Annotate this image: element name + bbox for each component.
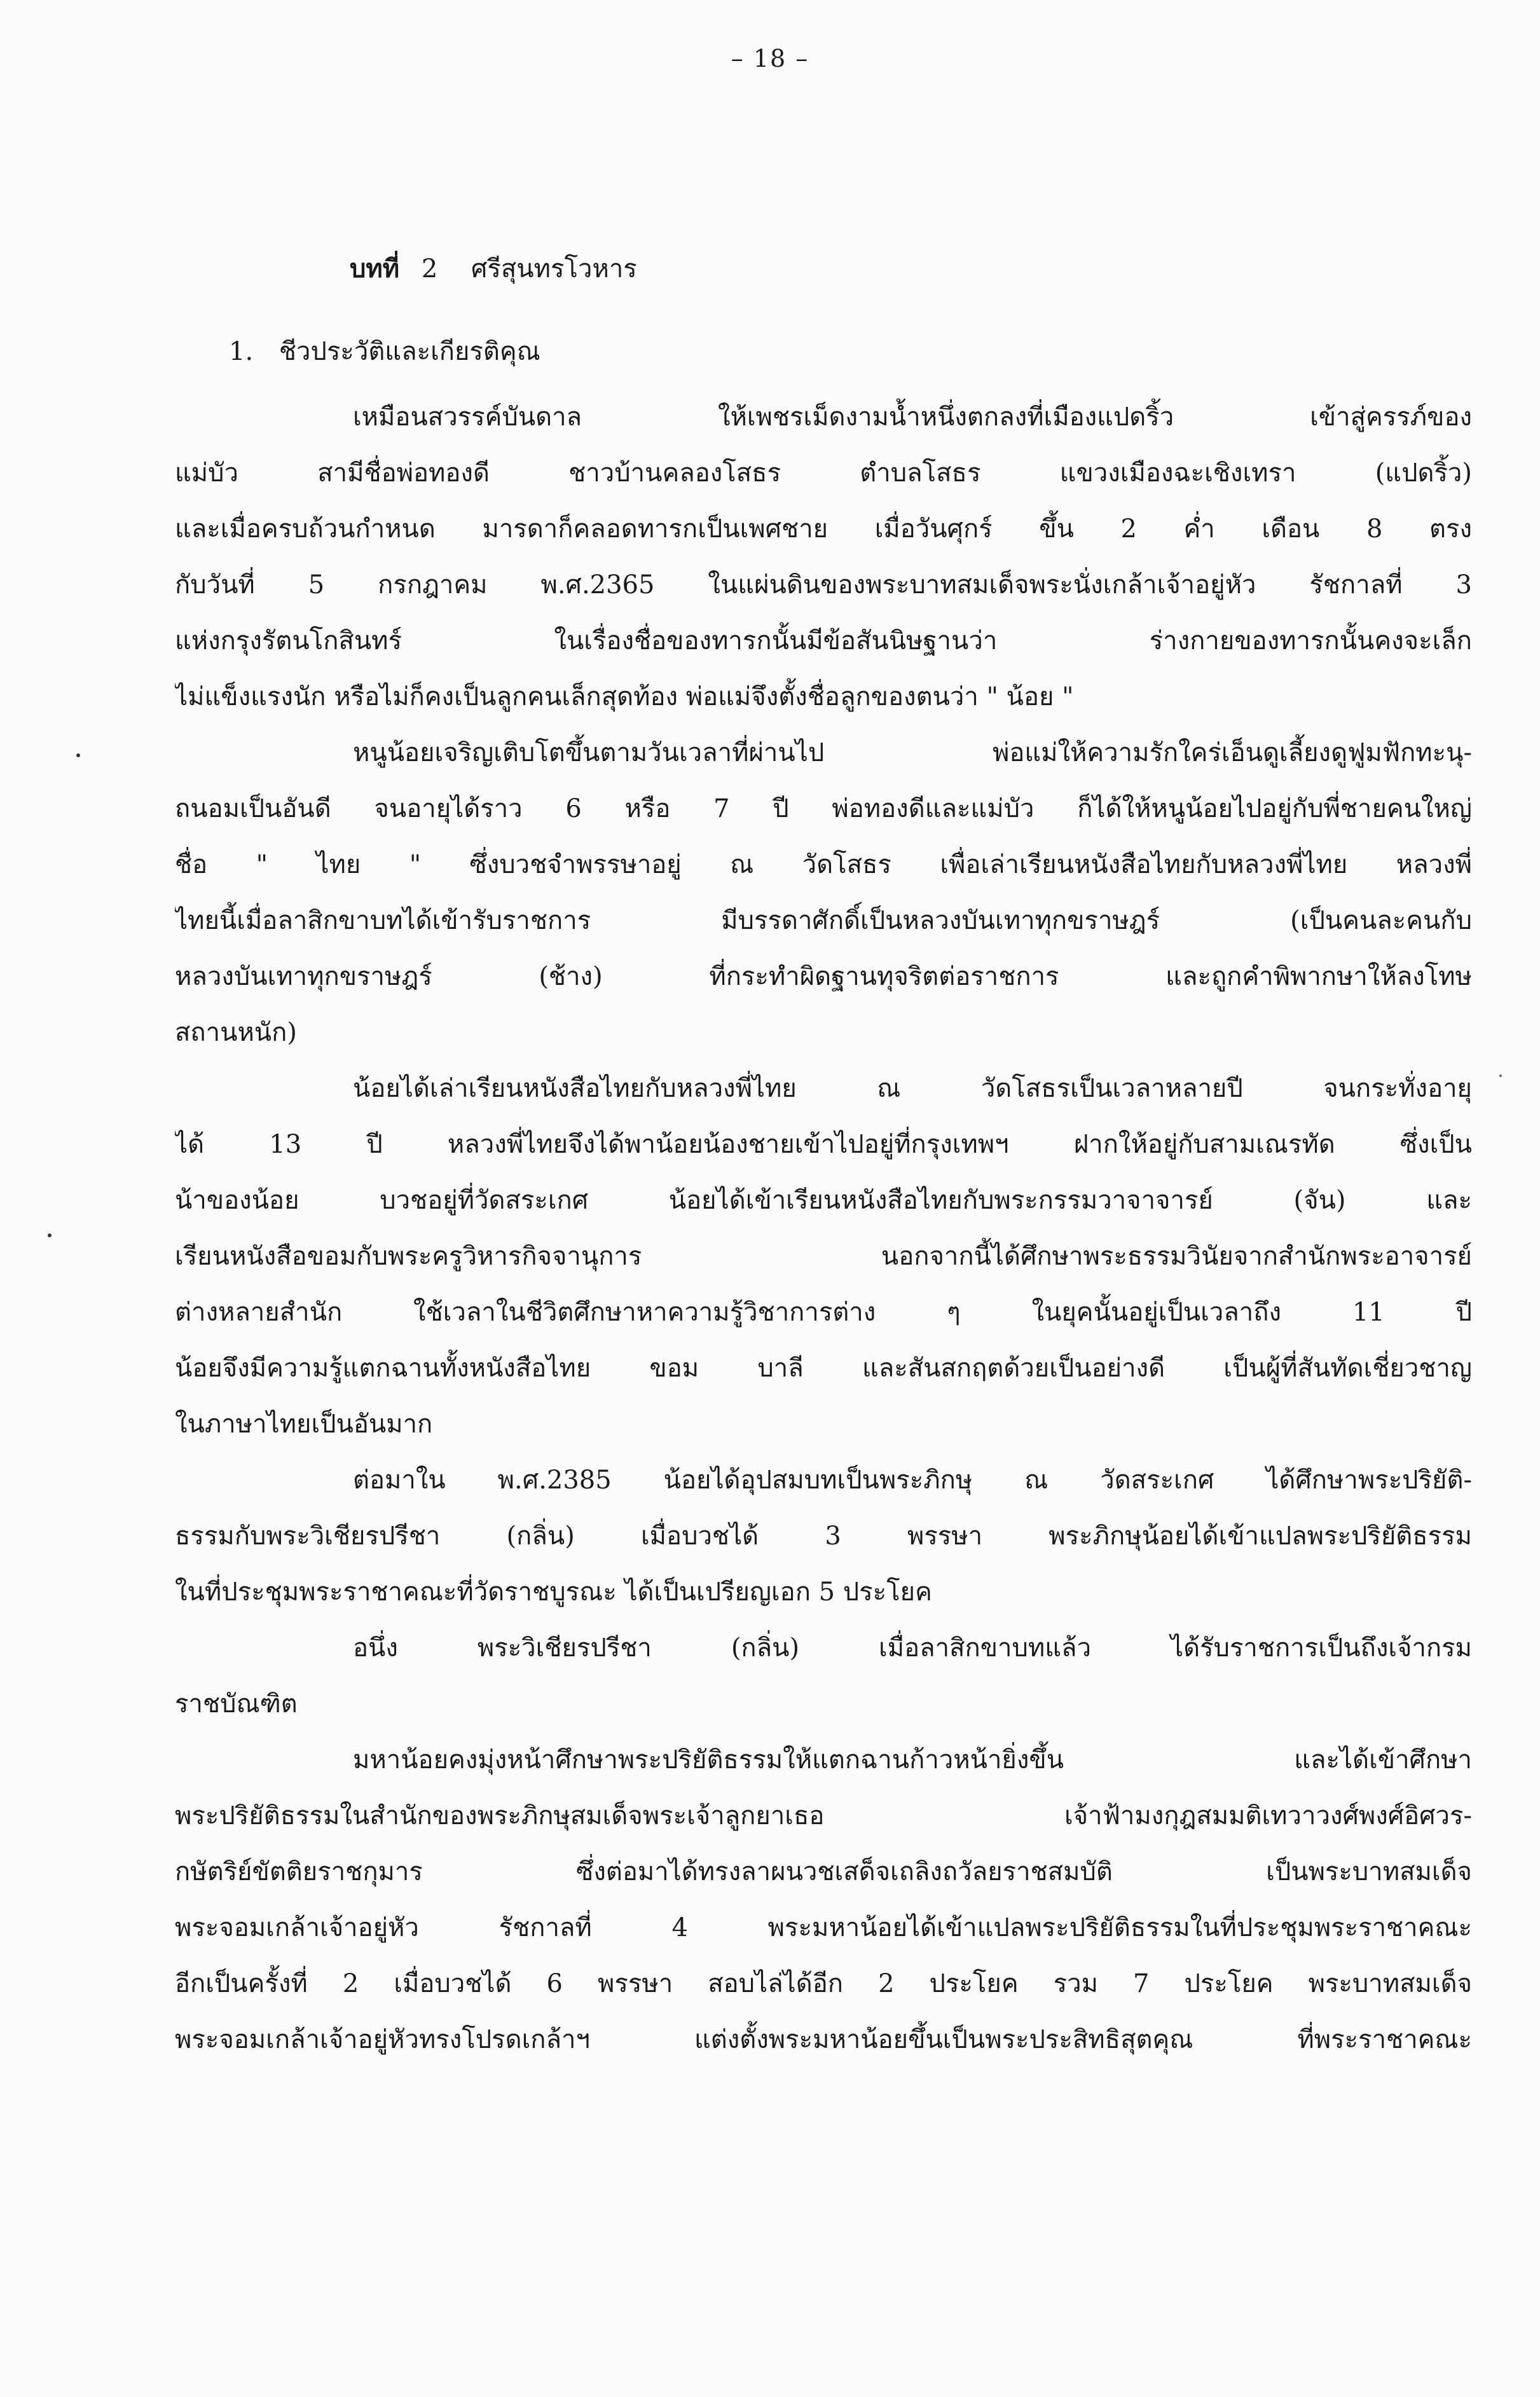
- text-line: ไทยนี้เมื่อลาสิกขาบทได้เข้ารับราชการ มีบรรดาศักดิ์เป็นหลวงบันเทาทุกขราษฎร์ (เป็นคนละคนกับ: [175, 906, 1472, 935]
- text-line: อีกเป็นครั้งที่ 2 เมื่อบวชได้ 6 พรรษา สอบไล่ได้อีก 2 ประโยค รวม 7 ประโยค พระบาทสมเด็จ: [175, 1969, 1472, 1998]
- text-line: ธรรมกับพระวิเชียรปรีชา (กลิ่น) เมื่อบวชได้ 3 พรรษา พระภิกษุน้อยได้เข้าแปลพระปริยัติธรรม: [175, 1521, 1472, 1551]
- text-line: มหาน้อยคงมุ่งหน้าศึกษาพระปริยัติธรรมให้แตกฉานก้าวหน้ายิ่งขึ้น และได้เข้าศึกษา: [353, 1745, 1472, 1775]
- text-line: และเมื่อครบถ้วนกำหนด มารดาก็คลอดทารกเป็นเพศชาย เมื่อวันศุกร์ ขึ้น 2 ค่ำ เดือน 8 ตรง: [175, 514, 1472, 544]
- chapter-title: ศรีสุนทรโวหาร: [471, 254, 637, 284]
- section-title: ชีวประวัติและเกียรติคุณ: [278, 337, 540, 366]
- body-text: [175, 389, 1472, 2068]
- text-line: ในภาษาไทยเป็นอันมาก: [175, 1410, 433, 1439]
- text-line: ในที่ประชุมพระราชาคณะที่วัดราชบูรณะ ได้เป็นเปรียญเอก 5 ประโยค: [175, 1577, 932, 1607]
- text-line: หลวงบันเทาทุกขราษฎร์ (ช้าง) ที่กระทำผิดฐานทุจริตต่อราชการ และถูกคำพิพากษาให้ลงโทษ: [175, 962, 1472, 991]
- text-line: ได้ 13 ปี หลวงพี่ไทยจึงได้พาน้อยน้องชายเข้าไปอยู่ที่กรุงเทพฯ ฝากให้อยู่กับสามเณรทัด ซึ่งเป็น: [175, 1130, 1472, 1159]
- text-line: น้อยได้เล่าเรียนหนังสือไทยกับหลวงพี่ไทย ณ วัดโสธรเป็นเวลาหลายปี จนกระทั่งอายุ: [353, 1074, 1472, 1103]
- text-line: ต่อมาใน พ.ศ.2385 น้อยได้อุปสมบทเป็นพระภิกษุ ณ วัดสระเกศ ได้ศึกษาพระปริยัติ-: [353, 1466, 1472, 1495]
- chapter-heading: [350, 248, 637, 289]
- text-line: พระปริยัติธรรมในสำนักของพระภิกษุสมเด็จพระเจ้าลูกยาเธอ เจ้าฟ้ามงกุฎสมมติเทวาวงศ์พงศ์อิศวร-: [175, 1801, 1472, 1830]
- text-line: แห่งกรุงรัตนโกสินทร์ ในเรื่องชื่อของทารกนั้นมีข้อสันนิษฐานว่า ร่างกายของทารกนั้นคงจะเล็ก: [175, 626, 1472, 656]
- text-line: แม่บัว สามีชื่อพ่อทองดี ชาวบ้านคลองโสธร ตำบลโสธร แขวงเมืองฉะเชิงเทรา (แปดริ้ว): [175, 458, 1472, 488]
- text-line: ต่างหลายสำนัก ใช้เวลาในชีวิตศึกษาหาความรู้วิชาการต่าง ๆ ในยุคนั้นอยู่เป็นเวลาถึง 11 ปี: [175, 1298, 1472, 1327]
- text-line: กับวันที่ 5 กรกฎาคม พ.ศ.2365 ในแผ่นดินของพระบาทสมเด็จพระนั่งเกล้าเจ้าอยู่หัว รัชกาลที่ 3: [175, 570, 1472, 600]
- section-number: 1.: [229, 337, 254, 366]
- text-line: ราชบัณฑิต: [175, 1689, 298, 1719]
- scan-speck: [48, 1233, 52, 1237]
- scan-speck: [76, 753, 80, 757]
- chapter-label: บทที่: [350, 254, 400, 284]
- text-line: เรียนหนังสือขอมกับพระครูวิหารกิจจานุการ นอกจากนี้ได้ศึกษาพระธรรมวินัยจากสำนักพระอาจารย์: [175, 1242, 1472, 1271]
- text-line: พระจอมเกล้าเจ้าอยู่หัว รัชกาลที่ 4 พระมหาน้อยได้เข้าแปลพระปริยัติธรรมในที่ประชุมพระราชาคณะ: [175, 1913, 1472, 1942]
- text-line: ถนอมเป็นอันดี จนอายุได้ราว 6 หรือ 7 ปี พ่อทองดีและแม่บัว ก็ได้ให้หนูน้อยไปอยู่กับพี่ชายคนใหญ่: [175, 794, 1472, 823]
- text-line: ชื่อ " ไทย " ซึ่งบวชจำพรรษาอยู่ ณ วัดโสธร เพื่อเล่าเรียนหนังสือไทยกับหลวงพี่ไทย หลวงพี่: [175, 850, 1472, 879]
- page-number: – 18 –: [731, 45, 809, 72]
- text-line: อนึ่ง พระวิเชียรปรีชา (กลิ่น) เมื่อลาสิกขาบทแล้ว ได้รับราชการเป็นถึงเจ้ากรม: [353, 1633, 1472, 1663]
- text-line: พระจอมเกล้าเจ้าอยู่หัวทรงโปรดเกล้าฯ แต่งตั้งพระมหาน้อยขึ้นเป็นพระประสิทธิสุตคุณ ที่พระราชาคณะ: [175, 2025, 1472, 2054]
- text-line: น้าของน้อย บวชอยู่ที่วัดสระเกศ น้อยได้เข้าเรียนหนังสือไทยกับพระกรรมวาจาจารย์ (จัน) และ: [175, 1186, 1472, 1215]
- section-heading: [229, 331, 540, 371]
- text-line: ไม่แข็งแรงนัก หรือไม่ก็คงเป็นลูกคนเล็กสุดท้อง พ่อแม่จึงตั้งชื่อลูกของตนว่า " น้อย ": [175, 682, 1074, 711]
- chapter-number: 2: [421, 254, 438, 284]
- scan-speck: [1499, 1075, 1502, 1077]
- text-line: สถานหนัก): [175, 1018, 297, 1047]
- text-line: หนูน้อยเจริญเติบโตขึ้นตามวันเวลาที่ผ่านไป พ่อแม่ให้ความรักใคร่เอ็นดูเลี้ยงดูฟูมฟักทะนุ-: [353, 738, 1472, 767]
- text-line: เหมือนสวรรค์บันดาล ให้เพชรเม็ดงามน้ำหนึ่งตกลงที่เมืองแปดริ้ว เข้าสู่ครรภ์ของ: [353, 402, 1472, 432]
- text-line: น้อยจึงมีความรู้แตกฉานทั้งหนังสือไทย ขอม บาลี และสันสกฤตด้วยเป็นอย่างดี เป็นผู้ที่สันทัดเชี่ยวชาญ: [175, 1354, 1472, 1383]
- text-line: กษัตริย์ขัตติยราชกุมาร ซึ่งต่อมาได้ทรงลาผนวชเสด็จเถลิงถวัลยราชสมบัติ เป็นพระบาทสมเด็จ: [175, 1857, 1472, 1886]
